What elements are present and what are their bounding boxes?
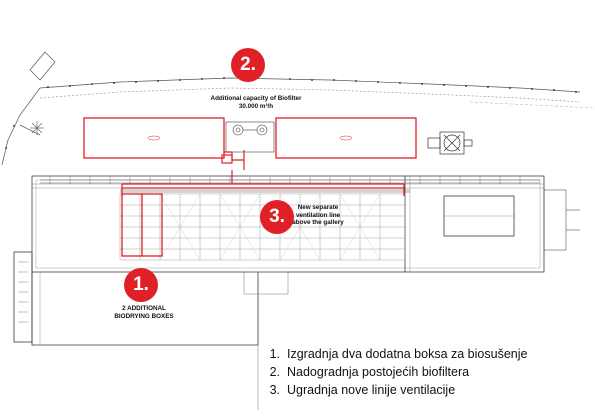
legend-item-text: Izgradnja dva dodatna boksa za biosušenje (287, 347, 528, 361)
side-annex (544, 190, 580, 250)
fan-equipment (226, 122, 274, 152)
ventilation-annotation-line2: ventilation line (295, 211, 341, 219)
boxes-annotation-line1: 2 ADDITIONAL (122, 305, 166, 312)
biofilter-annotation-line1: Additional capacity of Biofilter (210, 95, 302, 102)
scrubber-unit (428, 132, 472, 154)
legend-item-text: Ugradnja nove linije ventilacije (287, 383, 456, 397)
road-edge (470, 102, 595, 108)
biofilter-left (84, 118, 224, 158)
new-biodrying-boxes (122, 194, 162, 256)
legend-item (262, 345, 527, 363)
biofilter-right (276, 118, 416, 158)
legend-item-number: 2. (269, 365, 280, 379)
compass-symbol (30, 121, 44, 135)
marker-3: 3. (260, 200, 294, 234)
ventilation-annotation-line3: above the gallery (292, 219, 344, 226)
legend-item (262, 381, 527, 399)
boxes-annotation (104, 305, 184, 320)
legend-list (262, 345, 527, 399)
marker-1: 1. (124, 268, 158, 302)
marker-2: 2. (231, 48, 265, 82)
legend-item (262, 363, 527, 381)
ventilation-annotation-line1: New separate (297, 204, 339, 211)
legend-item-number: 3. (269, 383, 280, 397)
boxes-annotation-line2: BIODRYING BOXES (114, 312, 174, 320)
duct-connection (222, 150, 244, 183)
biofilter-annotation (196, 95, 316, 110)
biofilter-annotation-line2: 30.000 m³/h (238, 102, 274, 110)
legend-item-text: Nadogradnja postojećih biofiltera (287, 365, 470, 379)
legend-item-number: 1. (269, 347, 280, 361)
ventilation-annotation (288, 204, 348, 227)
